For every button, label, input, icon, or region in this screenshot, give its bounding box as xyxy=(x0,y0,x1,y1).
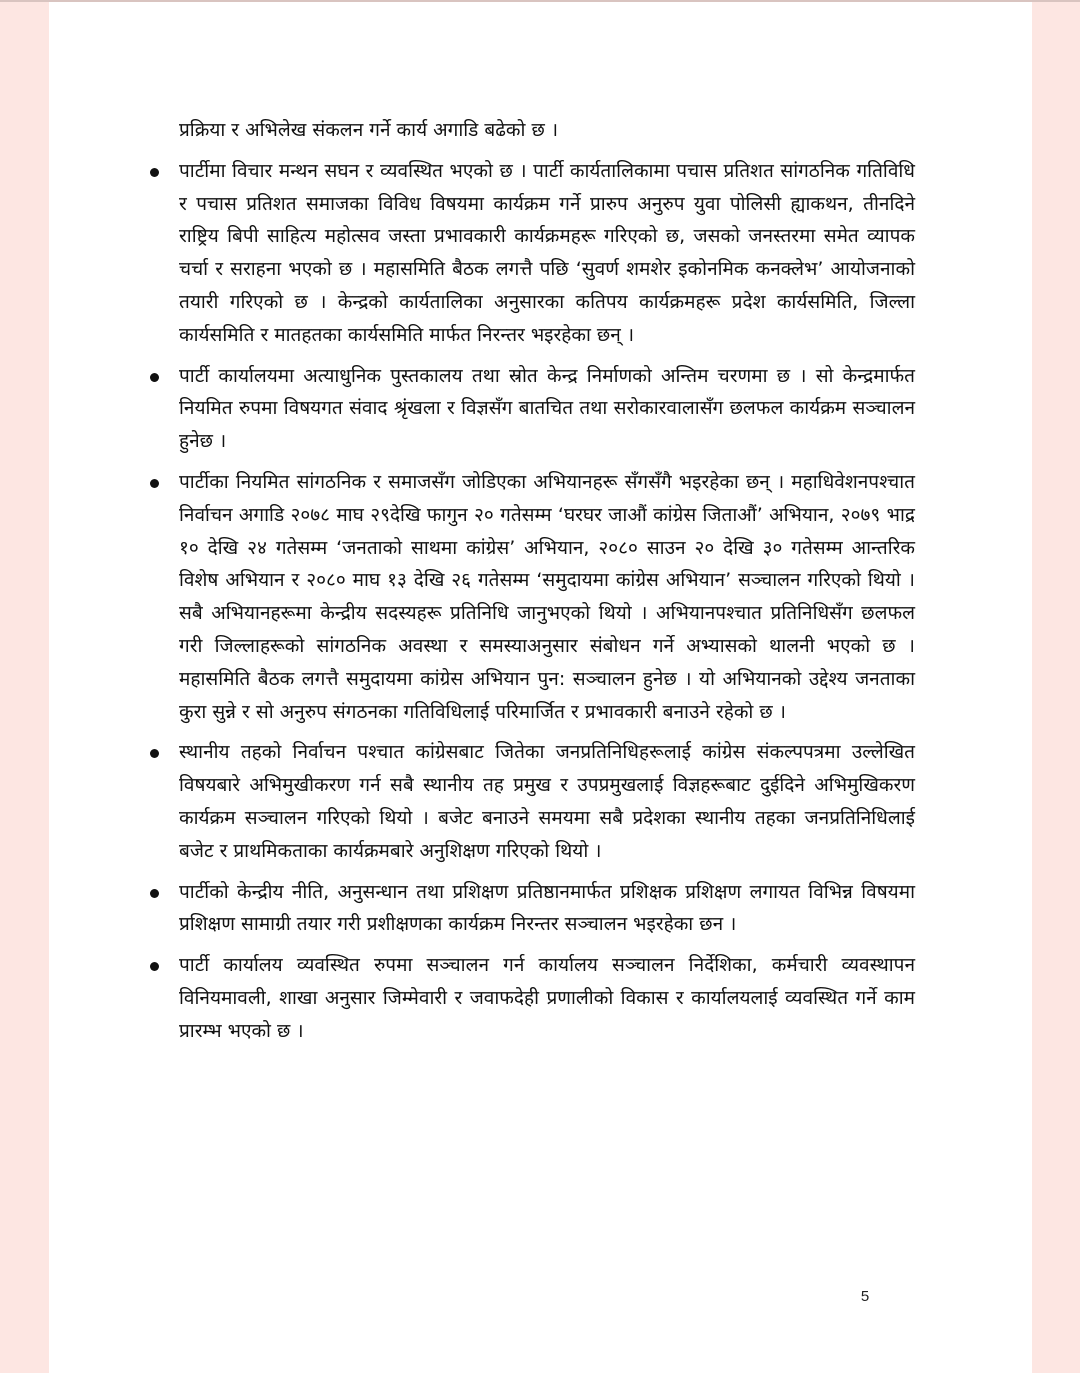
bullet-icon xyxy=(150,373,159,382)
bullet-text-5: पार्टीको केन्द्रीय नीति, अनुसन्धान तथा प्रशिक्षण प्रतिष्ठानमार्फत प्रशिक्षक प्रशिक्षण लगायत विभिन्न विषयमा प्रशिक्षण सामाग्री तयार गरी प्रशीक्षणका कार्यक्रम निरन्तर सञ्चालन भइरहेका छन । xyxy=(179,880,915,936)
bullet-icon xyxy=(150,479,159,488)
bullet-icon xyxy=(150,168,159,177)
page-number: 5 xyxy=(860,1288,870,1305)
bullet-item-4 xyxy=(150,736,915,867)
continuation-paragraph: प्रक्रिया र अभिलेख संकलन गर्ने कार्य अगाडि बढेको छ । xyxy=(179,119,559,141)
bullet-text-4: स्थानीय तहको निर्वाचन पश्चात कांग्रेसबाट जितेका जनप्रतिनिधिहरूलाई कांग्रेस संकल्पपत्रमा उल्लेखित विषयबारे अभिमुखीकरण गर्न सबै स्थानीय तह प्रमुख र उपप्रमुखलाई विज्ञहरूबाट दुईदिने अभिमुखिकरण कार्यक्रम सञ्चालन गरिएको थियो । बजेट बनाउने समयमा सबै प्रदेशका स्थानीय तहका जनप्रतिनिधिलाई बजेट र प्राथमिकताका कार्यक्रमबारे अनुशिक्षण गरिएको थियो । xyxy=(179,741,915,862)
bullet-item-5 xyxy=(150,876,915,942)
bullet-icon xyxy=(150,749,159,758)
bullet-text-3: पार्टीका नियमित सांगठनिक र समाजसँग जोडिएका अभियानहरू सँगसँगै भइरहेका छन् । महाधिवेशनपश्चात निर्वाचन अगाडि २०७८ माघ २९देखि फागुन २० गतेसम्म ‘घरघर जाऔं कांग्रेस जिताऔं’ अभियान, २०७९ भाद्र १० देखि २४ गतेसम्म ‘जनताको साथमा कांग्रेस’ अभियान, २०८० साउन २० देखि ३० गतेसम्म आन्तरिक विशेष अभियान र २०८० माघ १३ देखि २६ गतेसम्म ‘समुदायमा कांग्रेस अभियान’ सञ्चालन गरिएको थियो । सबै अभियानहरूमा केन्द्रीय सदस्यहरू प्रतिनिधि जानुभएको थियो । अभियानपश्चात प्रतिनिधिसँग छलफल गरी जिल्लाहरूको सांगठनिक अवस्था र समस्याअनुसार संबोधन गर्ने अभ्यासको थालनी भएको छ । महासमिति बैठक लगत्तै समुदायमा कांग्रेस अभियान पुन: सञ्चालन हुनेछ । यो अभियानको उद्देश्य जनताका कुरा सुन्ने र सो अनुरुप संगठनका गतिविधिलाई परिमार्जित र प्रभावकारी बनाउने रहेको छ । xyxy=(179,470,915,723)
bullet-item-1 xyxy=(150,155,915,352)
bullet-item-2 xyxy=(150,360,915,458)
bullet-text-2: पार्टी कार्यालयमा अत्याधुनिक पुस्तकालय तथा स्रोत केन्द्र निर्माणको अन्तिम चरणमा छ । सो केन्द्रमार्फत नियमित रुपमा विषयगत संवाद श्रृंखला र विज्ञसँग बातचित तथा सरोकारवालासँग छलफल कार्यक्रम सञ्चालन हुनेछ । xyxy=(179,364,915,453)
bullet-text-6: पार्टी कार्यालय व्यवस्थित रुपमा सञ्चालन गर्न कार्यालय सञ्चालन निर्देशिका, कर्मचारी व्यवस्थापन विनियमावली, शाखा अनुसार जिम्मेवारी र जवाफदेही प्रणालीको विकास र कार्यालयलाई व्यवस्थित गर्ने काम प्रारम्भ भएको छ । xyxy=(179,954,915,1042)
bullet-item-3 xyxy=(150,466,915,728)
bullet-item-6 xyxy=(150,949,915,1047)
bullet-icon xyxy=(150,889,159,898)
bullet-icon xyxy=(150,962,159,971)
page-body xyxy=(150,114,915,1056)
bullet-text-1: पार्टीमा विचार मन्थन सघन र व्यवस्थित भएको छ । पार्टी कार्यतालिकामा पचास प्रतिशत सांगठनिक गतिविधि र पचास प्रतिशत समाजका विविध विषयमा कार्यक्रम गर्ने प्रारुप अनुरुप युवा पोलिसी ह्याकथन, तीनदिने राष्ट्रिय बिपी साहित्य महोत्सव जस्ता प्रभावकारी कार्यक्रमहरू गरिएको छ, जसको जनस्तरमा समेत व्यापक चर्चा र सराहना भएको छ । महासमिति बैठक लगत्तै पछि ‘सुवर्ण शमशेर इकोनमिक कनक्लेभ’ आयोजनाको तयारी गरिएको छ । केन्द्रको कार्यतालिका अनुसारका कतिपय कार्यक्रमहरू प्रदेश कार्यसमिति, जिल्ला कार्यसमिति र मातहतका कार्यसमिति मार्फत निरन्तर भइरहेका छन् । xyxy=(179,159,915,346)
bullet-list xyxy=(150,155,915,1048)
